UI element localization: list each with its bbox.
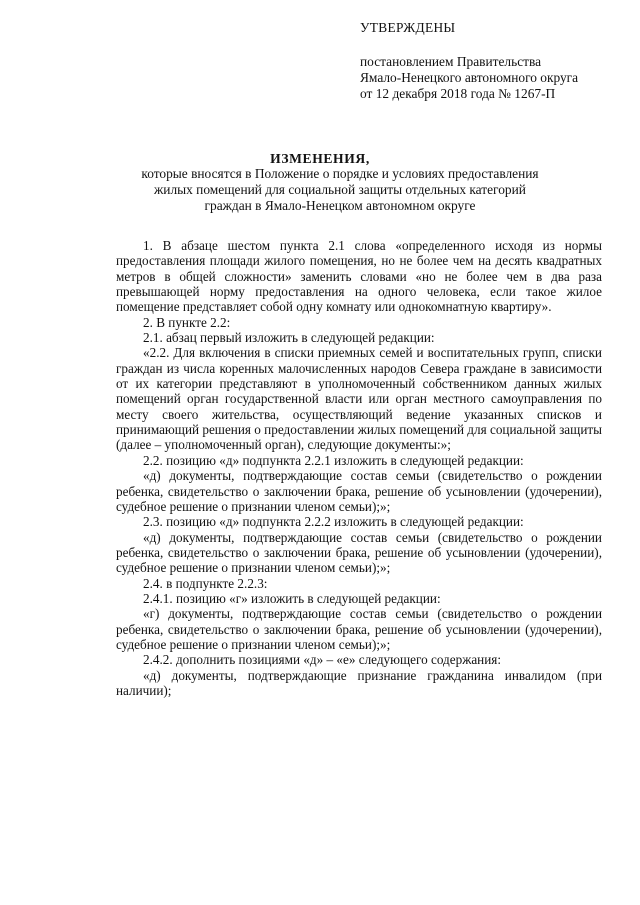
paragraph: 2.1. абзац первый изложить в следующей редакции: <box>143 330 435 346</box>
paragraph: 1. В абзаце шестом пункта 2.1 слова «определенного исходя из нормы предоставления площади жилого помещения, но не более чем на десять квадратных метров в общей сложности» заменить словами «но не более чем в два раза превышающей норму предоставления на одного человека, если такое жилое помещение представляет собой одну комнату или однокомнатную квартиру». <box>116 238 602 315</box>
approval-heading: УТВЕРЖДЕНЫ <box>360 20 456 35</box>
approval-block <box>360 20 578 102</box>
document-subtitle <box>100 166 580 214</box>
approval-line: постановлением Правительства <box>360 54 542 69</box>
paragraph: «д) документы, подтверждающие состав семьи (свидетельство о рождении ребенка, свидетельство о заключении брака, решение об усыновлении (удочерении), судебное решение о признании членом семьи);»; <box>116 529 602 576</box>
subtitle-line: граждан в Ямало-Ненецком автономном округе <box>204 198 476 213</box>
paragraph: 2.3. позицию «д» подпункта 2.2.2 изложить в следующей редакции: <box>143 514 524 530</box>
paragraph: 2.4.1. позицию «г» изложить в следующей редакции: <box>143 590 441 606</box>
approval-line: от 12 декабря 2018 года № 1267-П <box>360 86 556 101</box>
paragraph: 2.4.2. дополнить позициями «д» – «е» следующего содержания: <box>143 652 502 668</box>
approval-line: Ямало-Ненецкого автономного округа <box>360 70 579 85</box>
document-body <box>116 238 602 698</box>
paragraph: 2.4. в подпункте 2.2.3: <box>143 575 268 591</box>
paragraph: «2.2. Для включения в списки приемных семей и воспитательных групп, списки граждан из числа коренных малочисленных народов Севера граждане в зависимости от их категории представляют в уполномоченный собственником данных жилых помещений орган государственной власти или орган местного самоуправления по месту своего жительства, осуществляющий ведение указанных списков и принимающий решения о предоставлении жилых помещений для социальной защиты (далее – уполномоченный орган), следующие документы:»; <box>116 345 602 453</box>
paragraph: 2.2. позицию «д» подпункта 2.2.1 изложить в следующей редакции: <box>143 452 524 468</box>
paragraph: 2. В пункте 2.2: <box>143 314 231 330</box>
paragraph: «г) документы, подтверждающие состав семьи (свидетельство о рождении ребенка, свидетельство о заключении брака, решение об усыновлении (удочерении), судебное решение о признании членом семьи);»; <box>116 606 602 652</box>
subtitle-line: жилых помещений для социальной защиты отдельных категорий <box>154 182 526 197</box>
document-title: ИЗМЕНЕНИЯ, <box>270 151 370 166</box>
subtitle-line: которые вносятся в Положение о порядке и условиях предоставления <box>141 166 539 181</box>
paragraph: «д) документы, подтверждающие состав семьи (свидетельство о рождении ребенка, свидетельство о заключении брака, решение об усыновлении (удочерении), судебное решение о признании членом семьи);»; <box>116 468 602 514</box>
paragraph: «д) документы, подтверждающие признание гражданина инвалидом (при наличии); <box>116 667 602 698</box>
